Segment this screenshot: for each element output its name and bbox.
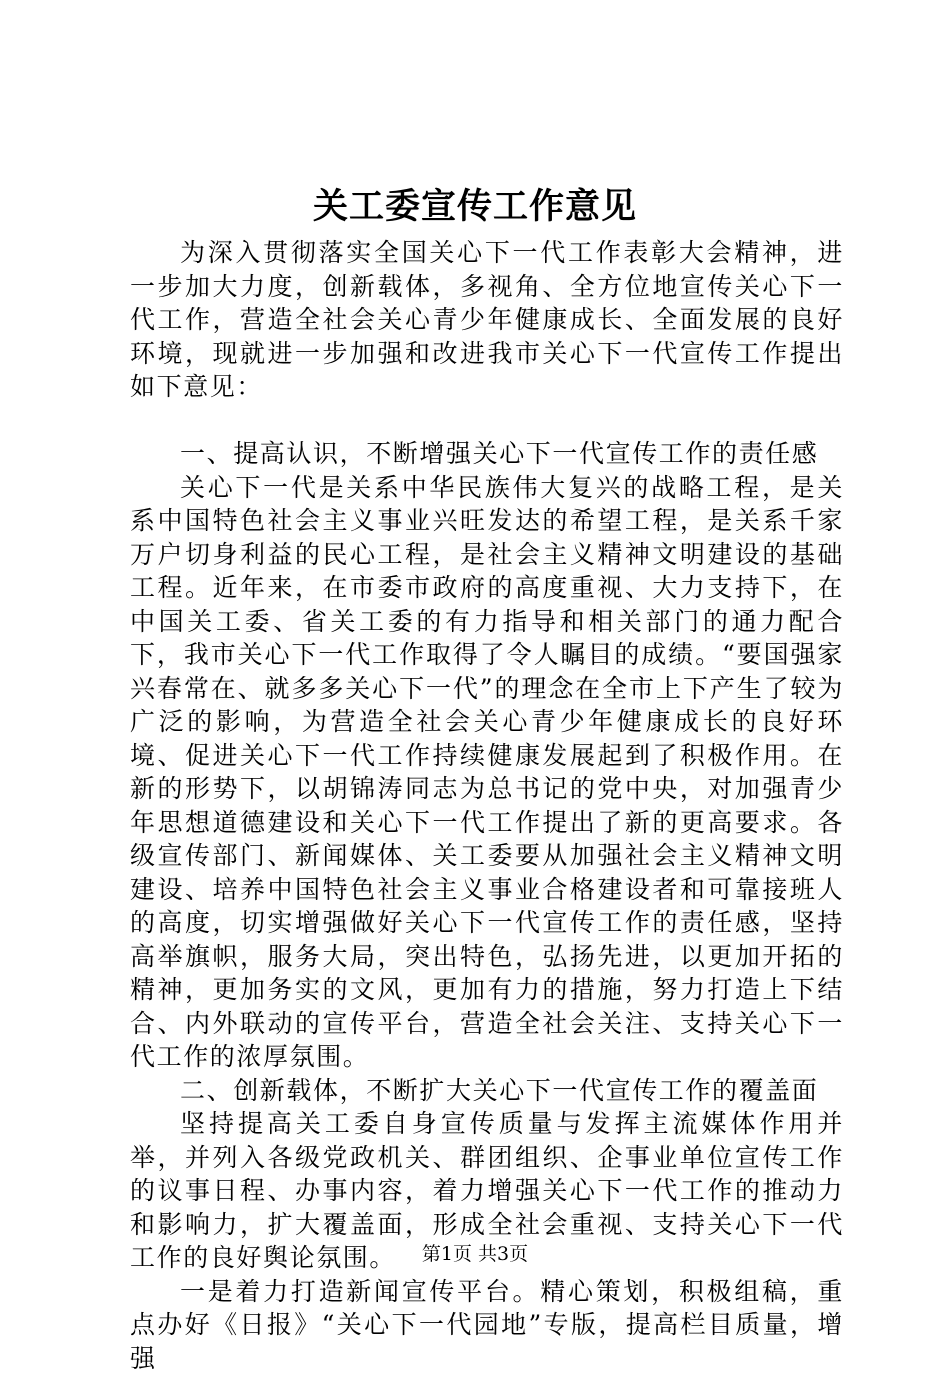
page-footer: 第1页 共3页: [0, 1240, 950, 1268]
document-body: [130, 236, 844, 1375]
section-heading-1: 一、提高认识，不断增强关心下一代宣传工作的责任感: [130, 437, 844, 471]
section-2-item-1-paragraph: 一是着力打造新闻宣传平台。精心策划，积极组稿，重点办好《日报》“关心下一代园地”专版，提高栏目质量，增强: [130, 1275, 844, 1375]
section-heading-2: 二、创新载体，不断扩大关心下一代宣传工作的覆盖面: [130, 1074, 844, 1108]
section-2-paragraph: 坚持提高关工委自身宣传质量与发挥主流媒体作用并举，并列入各级党政机关、群团组织、企事业单位宣传工作的议事日程、办事内容，着力增强关心下一代工作的推动力和影响力，扩大覆盖面，形成全社会重视、支持关心下一代工作的良好舆论氛围。: [130, 1107, 844, 1275]
document-title: 关工委宣传工作意见: [0, 182, 950, 232]
section-1-paragraph: 关心下一代是关系中华民族伟大复兴的战略工程，是关系中国特色社会主义事业兴旺发达的希望工程，是关系千家万户切身利益的民心工程，是社会主义精神文明建设的基础工程。近年来，在市委市政府的高度重视、大力支持下，在中国关工委、省关工委的有力指导和相关部门的通力配合下，我市关心下一代工作取得了令人瞩目的成绩。“要国强家兴春常在、就多多关心下一代”的理念在全市上下产生了较为广泛的影响，为营造全社会关心青少年健康成长的良好环境、促进关心下一代工作持续健康发展起到了积极作用。在新的形势下，以胡锦涛同志为总书记的党中央，对加强青少年思想道德建设和关心下一代工作提出了新的更高要求。各级宣传部门、新闻媒体、关工委要从加强社会主义精神文明建设、培养中国特色社会主义事业合格建设者和可靠接班人的高度，切实增强做好关心下一代宣传工作的责任感，坚持高举旗帜，服务大局，突出特色，弘扬先进，以更加开拓的精神，更加务实的文风，更加有力的措施，努力打造上下结合、内外联动的宣传平台，营造全社会关注、支持关心下一代工作的浓厚氛围。: [130, 471, 844, 1074]
intro-paragraph: 为深入贯彻落实全国关心下一代工作表彰大会精神，进一步加大力度，创新载体，多视角、全方位地宣传关心下一代工作，营造全社会关心青少年健康成长、全面发展的良好环境，现就进一步加强和改进我市关心下一代宣传工作提出如下意见：: [130, 236, 844, 404]
paragraph-spacer: [130, 404, 844, 438]
